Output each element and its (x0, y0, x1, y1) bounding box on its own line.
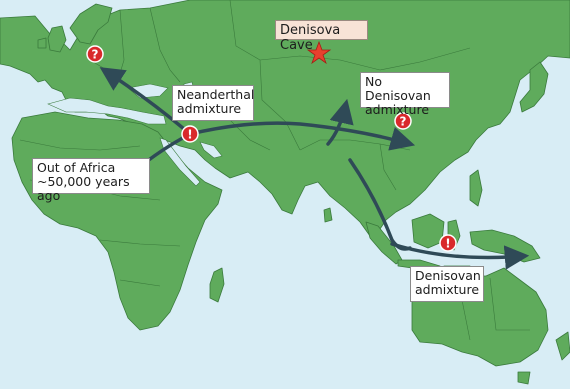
no-denisovan-admixture-label (360, 72, 450, 117)
neanderthal-line1: Neanderthal (177, 87, 255, 102)
out-of-africa-line2: ~50,000 years ago (37, 174, 130, 203)
denisovan-admixture-label (410, 266, 484, 302)
question-mark-text: ? (91, 47, 99, 62)
out-of-africa-label (32, 158, 150, 203)
no-denisovan-line2: admixture (365, 102, 430, 117)
borneo (412, 214, 444, 248)
exclamation-mark-text: ! (187, 127, 193, 142)
exclamation-marker-middle-east (182, 126, 198, 142)
ireland (38, 38, 46, 48)
no-denisovan-line1: No Denisovan (365, 74, 431, 103)
question-marker-europe (87, 46, 103, 62)
out-of-africa-line1: Out of Africa (37, 160, 116, 175)
exclamation-marker-new-guinea (440, 235, 456, 251)
denisovan-line1: Denisovan (415, 268, 481, 283)
tasmania (518, 372, 530, 384)
denisova-cave-label (275, 20, 368, 53)
neanderthal-admixture-label (172, 85, 254, 121)
exclamation-mark-text: ! (445, 236, 451, 251)
denisovan-line2: admixture (415, 282, 480, 297)
neanderthal-line2: admixture (177, 101, 242, 116)
question-mark-text: ? (399, 114, 407, 129)
denisova-cave-text: Denisova Cave (280, 23, 341, 53)
